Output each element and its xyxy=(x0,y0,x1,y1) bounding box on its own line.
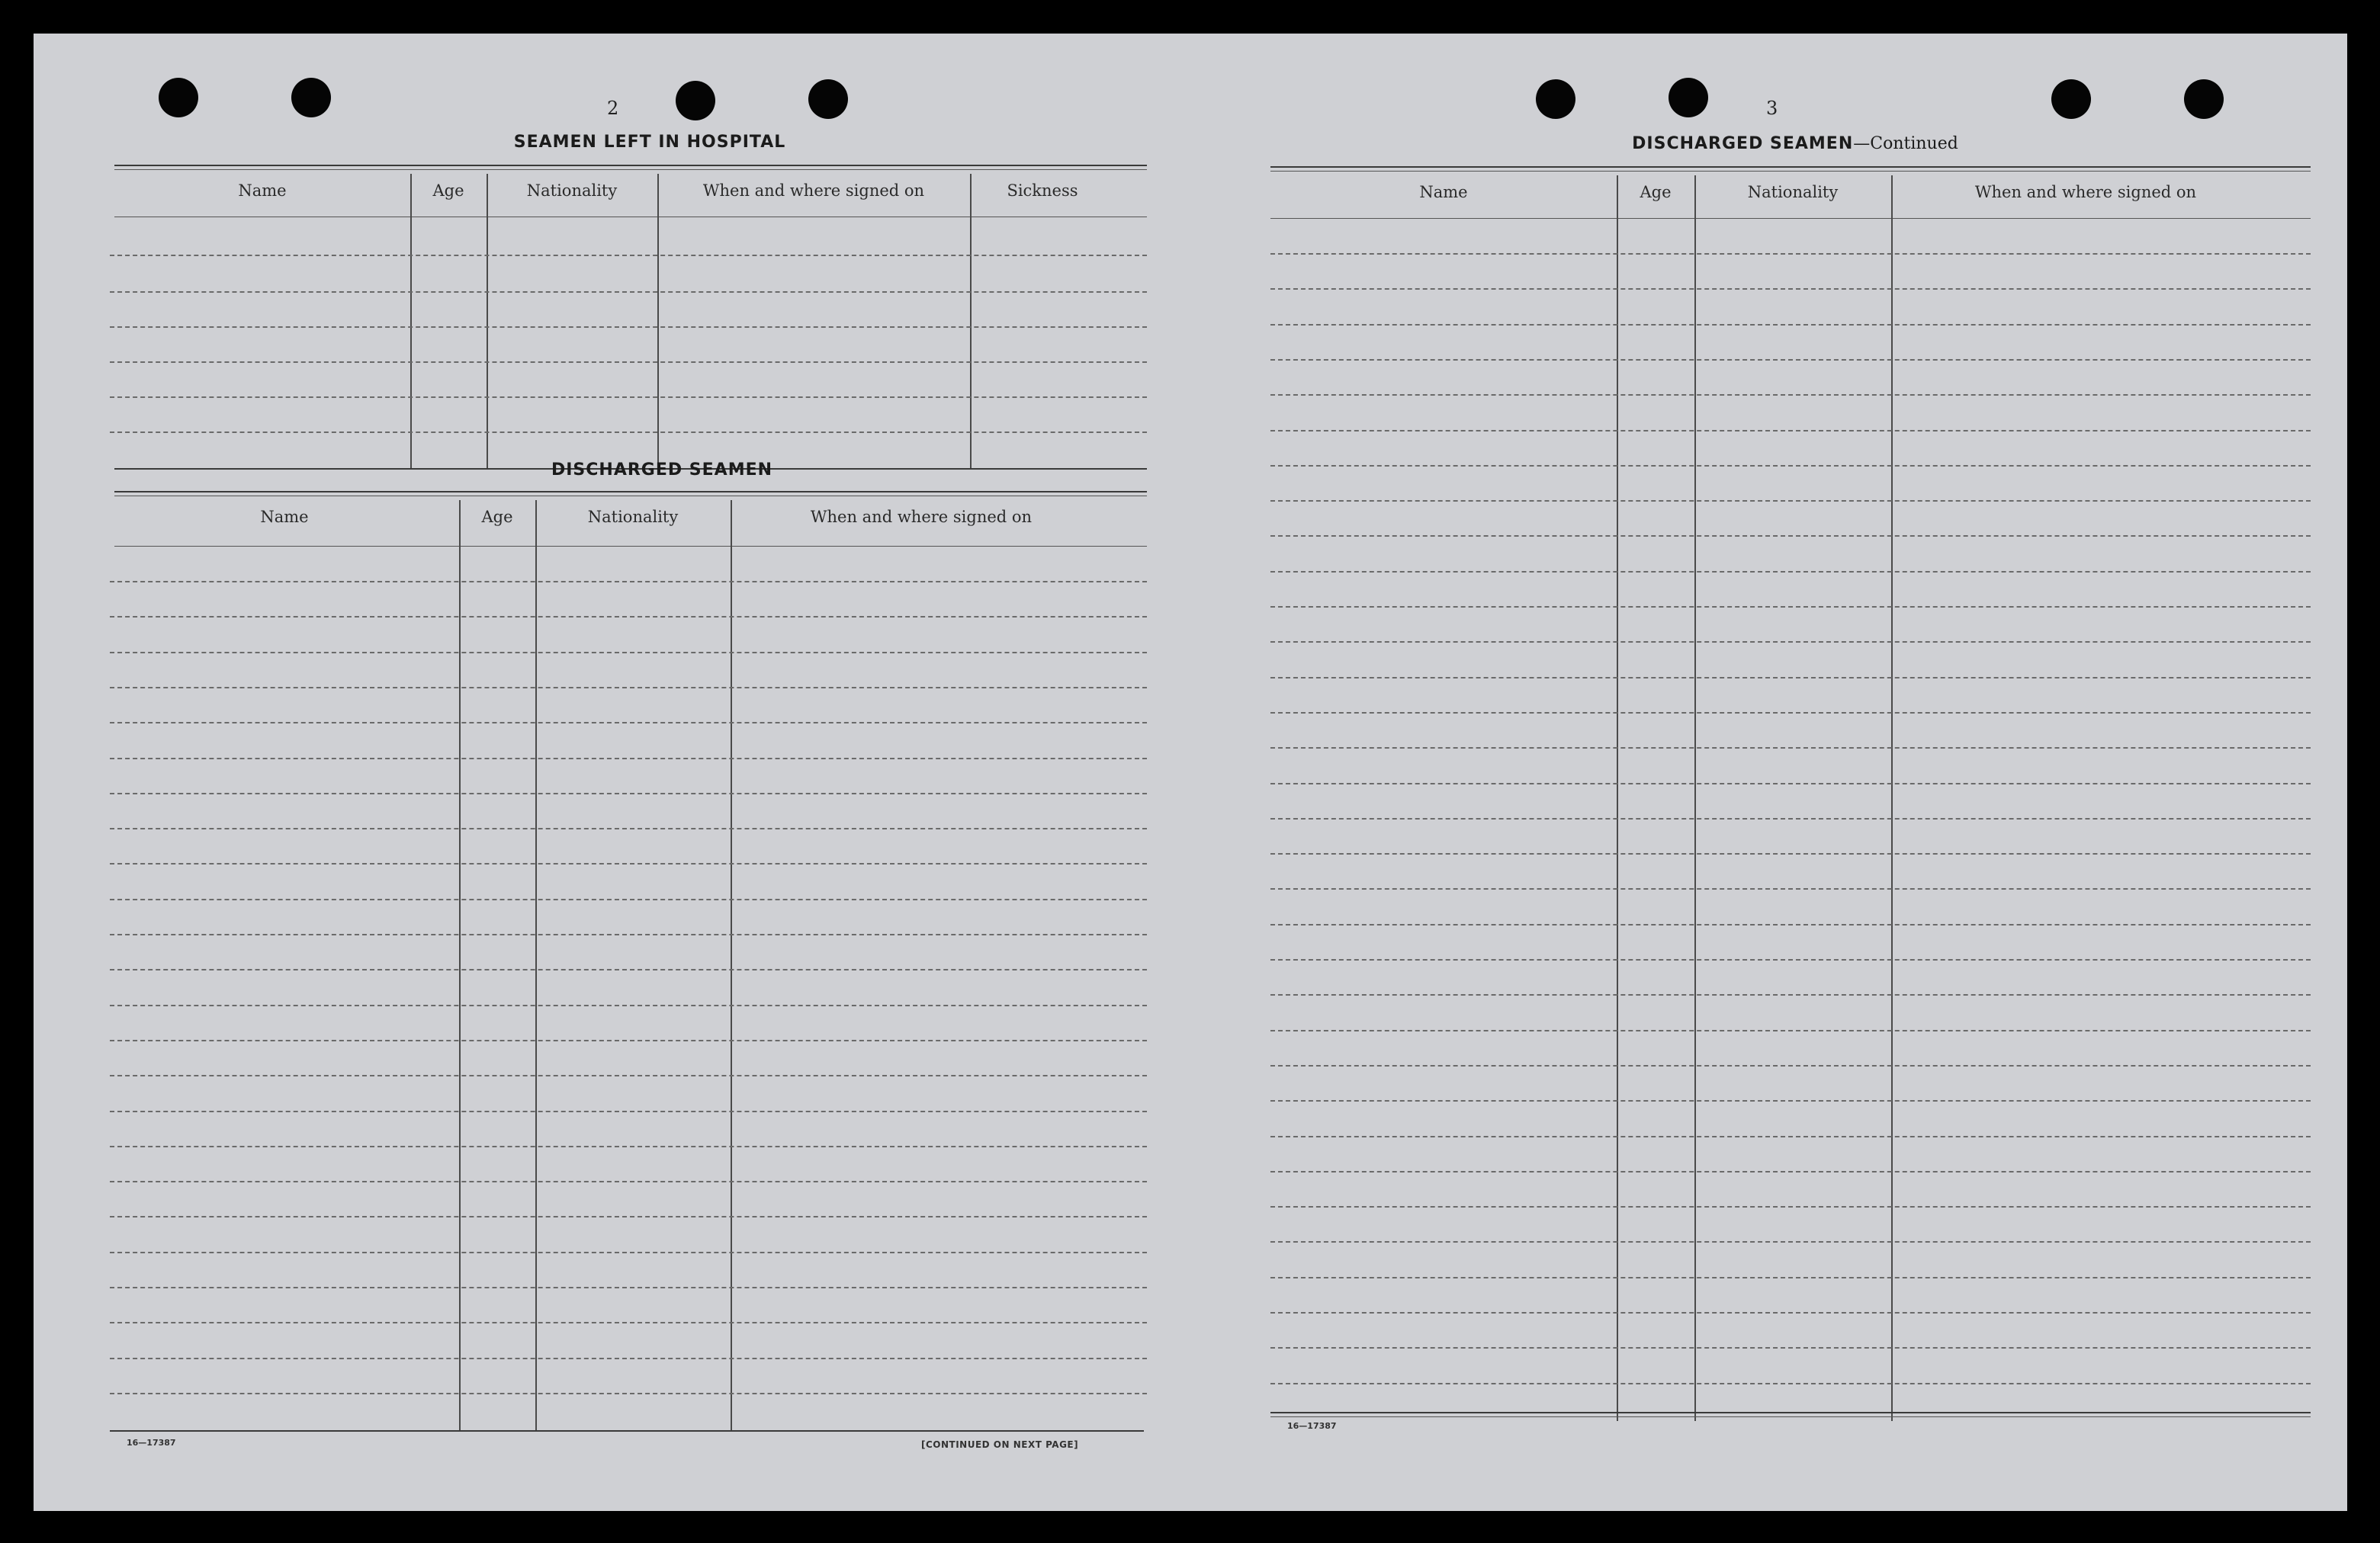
ledger-sheet xyxy=(34,34,2347,1511)
punch-hole xyxy=(159,78,198,117)
row-line xyxy=(110,581,1147,582)
row-line xyxy=(1270,500,2311,502)
right-header-nationality: Nationality xyxy=(1747,183,1839,201)
row-line xyxy=(1270,1277,2311,1278)
row-line xyxy=(1270,1206,2311,1208)
row-line xyxy=(110,1146,1147,1147)
row-line xyxy=(110,1287,1147,1288)
hospital-col-divider xyxy=(970,174,972,470)
form-number-left: 16—17387 xyxy=(127,1438,176,1448)
punch-hole xyxy=(808,79,848,119)
hospital-top-rule-2 xyxy=(114,169,1147,170)
row-line xyxy=(1270,924,2311,925)
right-top-rule-2 xyxy=(1270,171,2311,172)
right-header-name: Name xyxy=(1419,183,1468,201)
row-line xyxy=(110,969,1147,970)
page-number-right: 3 xyxy=(1766,98,1778,119)
discharged-col-divider xyxy=(459,500,461,1430)
discharged-section-title: DISCHARGED SEAMEN xyxy=(551,460,773,480)
row-line xyxy=(1270,1241,2311,1243)
hospital-section-title: SEAMEN LEFT IN HOSPITAL xyxy=(513,133,786,152)
row-line xyxy=(1270,465,2311,467)
row-line xyxy=(110,1322,1147,1323)
punch-hole xyxy=(2184,79,2224,119)
row-line xyxy=(110,1216,1147,1217)
right-col-divider xyxy=(1891,175,1893,1421)
hospital-header-nationality: Nationality xyxy=(526,181,618,200)
hospital-row-line xyxy=(110,361,1147,363)
hospital-row-line xyxy=(110,291,1147,293)
hospital-header-name: Name xyxy=(238,181,287,200)
punch-hole xyxy=(291,78,331,117)
row-line xyxy=(1270,641,2311,643)
hospital-header-signed-on: When and where signed on xyxy=(702,181,925,200)
row-line xyxy=(110,722,1147,723)
row-line xyxy=(1270,1347,2311,1349)
row-line xyxy=(1270,1100,2311,1102)
discharged-header-signed-on: When and where signed on xyxy=(810,508,1033,526)
row-line xyxy=(1270,888,2311,890)
row-line xyxy=(110,793,1147,794)
right-col-divider xyxy=(1694,175,1696,1421)
row-line xyxy=(110,687,1147,688)
right-bottom-rule xyxy=(1270,1412,2311,1413)
hospital-header-sickness: Sickness xyxy=(1007,181,1078,200)
row-line xyxy=(1270,677,2311,678)
row-line xyxy=(1270,1383,2311,1384)
row-line xyxy=(1270,606,2311,608)
discharged-bottom-rule xyxy=(110,1430,1144,1432)
row-line xyxy=(1270,571,2311,573)
hospital-row-line xyxy=(110,431,1147,433)
row-line xyxy=(1270,1136,2311,1137)
hospital-row-line xyxy=(110,396,1147,398)
discharged-continued-title-main: DISCHARGED SEAMEN xyxy=(1632,134,1854,153)
hospital-header-age: Age xyxy=(432,181,464,200)
discharged-col-divider xyxy=(535,500,537,1430)
discharged-header-nationality: Nationality xyxy=(587,508,679,526)
form-number-right: 16—17387 xyxy=(1287,1421,1337,1431)
discharged-header-age: Age xyxy=(481,508,513,526)
right-header-signed-on: When and where signed on xyxy=(1974,183,2197,201)
row-line xyxy=(1270,818,2311,820)
punch-hole xyxy=(676,81,715,120)
row-line xyxy=(110,1111,1147,1112)
discharged-top-rule xyxy=(114,491,1147,492)
punch-hole xyxy=(2051,79,2091,119)
hospital-col-divider xyxy=(657,174,659,470)
row-line xyxy=(1270,324,2311,326)
row-line xyxy=(110,828,1147,829)
right-header-rule xyxy=(1270,218,2311,219)
row-line xyxy=(110,1358,1147,1359)
hospital-col-divider xyxy=(410,174,412,470)
punch-hole xyxy=(1536,79,1575,119)
continued-note: [CONTINUED ON NEXT PAGE] xyxy=(921,1439,1079,1450)
hospital-col-divider xyxy=(487,174,488,470)
row-line xyxy=(1270,430,2311,431)
row-line xyxy=(110,1005,1147,1006)
row-line xyxy=(110,652,1147,653)
hospital-top-rule xyxy=(114,165,1147,166)
page-number-left: 2 xyxy=(607,98,619,119)
discharged-header-name: Name xyxy=(260,508,309,526)
row-line xyxy=(110,934,1147,935)
row-line xyxy=(110,863,1147,865)
row-line xyxy=(1270,959,2311,961)
discharged-continued-title-suffix: —Continued xyxy=(1853,134,1958,153)
row-line xyxy=(1270,394,2311,396)
row-line xyxy=(1270,1171,2311,1172)
row-line xyxy=(1270,994,2311,996)
row-line xyxy=(1270,535,2311,537)
punch-hole xyxy=(1669,78,1708,117)
discharged-continued-title xyxy=(1452,134,2138,153)
row-line xyxy=(110,899,1147,900)
row-line xyxy=(110,1040,1147,1041)
right-top-rule xyxy=(1270,166,2311,168)
row-line xyxy=(1270,783,2311,784)
row-line xyxy=(110,616,1147,618)
hospital-row-line xyxy=(110,326,1147,328)
discharged-col-divider xyxy=(731,500,732,1430)
row-line xyxy=(110,1393,1147,1394)
row-line xyxy=(1270,253,2311,255)
hospital-row-line xyxy=(110,255,1147,256)
row-line xyxy=(1270,1312,2311,1314)
row-line xyxy=(110,1181,1147,1182)
row-line xyxy=(110,758,1147,759)
discharged-header-rule xyxy=(114,546,1147,547)
row-line xyxy=(1270,712,2311,714)
right-header-age: Age xyxy=(1640,183,1672,201)
row-line xyxy=(110,1252,1147,1253)
row-line xyxy=(1270,1065,2311,1067)
row-line xyxy=(1270,853,2311,855)
right-bottom-rule-2 xyxy=(1270,1416,2311,1417)
row-line xyxy=(1270,359,2311,361)
right-col-divider xyxy=(1617,175,1618,1421)
row-line xyxy=(1270,288,2311,290)
row-line xyxy=(110,1075,1147,1076)
row-line xyxy=(1270,1030,2311,1031)
row-line xyxy=(1270,747,2311,749)
